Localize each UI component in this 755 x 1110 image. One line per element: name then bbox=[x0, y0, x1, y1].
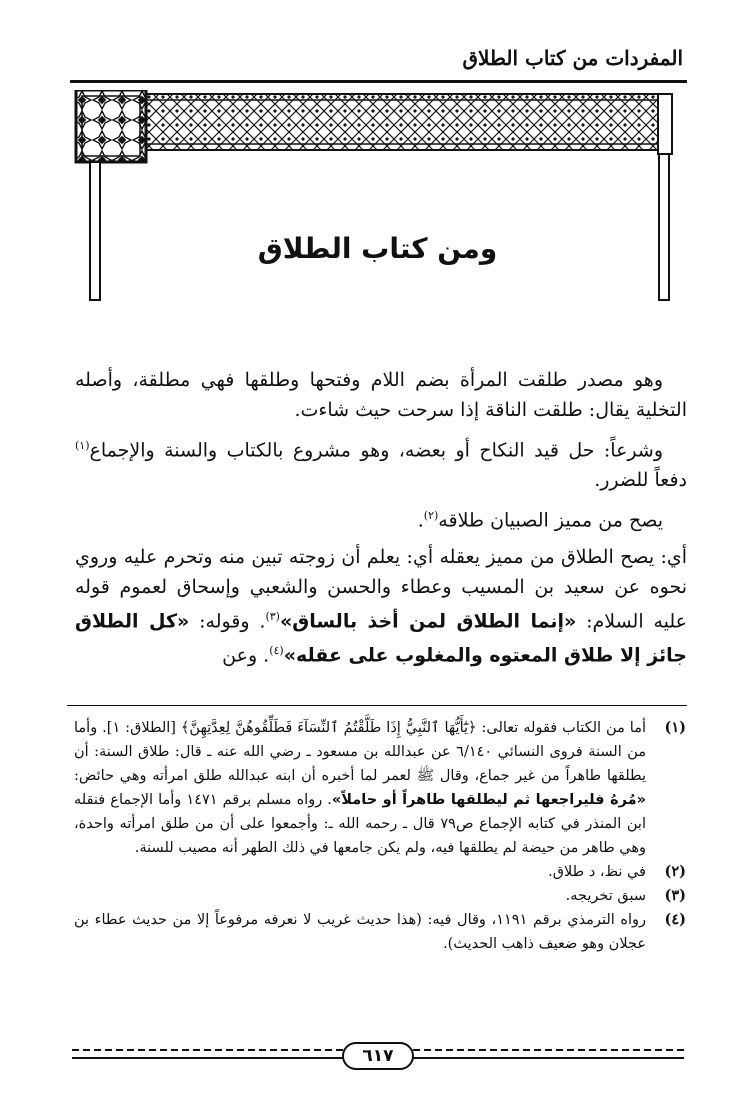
paragraph-text: أي: يصح الطلاق من مميز يعقله أي: يعلم أن زوجته تبين منه وتحرم عليه وروي نحوه عن سعيد بن المسيب وعطاء والحسن والشعبي وإسحاق لعموم قوله عليه السلام: bbox=[75, 545, 687, 632]
main-text bbox=[75, 365, 687, 676]
paragraph-text: دفعاً للضرر. bbox=[594, 469, 687, 492]
paragraph-text: . bbox=[417, 509, 424, 532]
paragraph-text: . وعن bbox=[222, 644, 270, 667]
footnote-item bbox=[74, 908, 686, 956]
footnote-ref[interactable]: (٢) bbox=[423, 509, 439, 523]
footnote-text: سبق تخريجه. bbox=[565, 888, 646, 904]
footnote-number: (٤) bbox=[664, 911, 686, 928]
paragraph-text: وهو مصدر طلقت المرأة بضم اللام وفتحها وطلقها فهي مطلقة، وأصله التخلية يقال: طلقت الناقة إذا سرحت حيث شاءت. bbox=[75, 369, 687, 421]
paragraph-text: يصح من مميز الصبيان طلاقه bbox=[438, 509, 663, 532]
footnote-ref[interactable]: (٤) bbox=[269, 643, 284, 657]
paragraph bbox=[75, 431, 687, 495]
header-rule bbox=[70, 80, 687, 83]
page-footer bbox=[72, 1040, 684, 1070]
running-header: المفردات من كتاب الطلاق bbox=[462, 46, 683, 70]
footnote-item bbox=[74, 716, 686, 860]
footnote-text: في نظ، د طلاق. bbox=[548, 864, 646, 880]
footnote-number: (١) bbox=[664, 719, 686, 736]
hadith-quote: «كل الطلاق جائز إلا طلاق المعتوه والمغلوب على عقله» bbox=[75, 609, 687, 667]
footnotes bbox=[74, 716, 686, 956]
footnote-item bbox=[74, 884, 686, 908]
footnote-text-part: . رواه مسلم برقم ١٤٧١ وأما الإجماع فنقله ابن المنذر في كتابه الإجماع ص٧٩ قال ـ رحمه الله ـ: وأجمعوا على أن من طلق امرأته واحدة، وهي طاهر من حيضة لم يطلقها فيه، ولم يكن جامعها في ذلك الطهر أنه مصيب للسنة. bbox=[74, 792, 646, 856]
chapter-title: ومن كتاب الطلاق bbox=[257, 232, 498, 265]
footnote-text-part: أما من الكتاب فقوله تعالى: ﴿يَٰٓأَيُّهَا ٱلنَّبِيُّ إِذَا طَلَّقْتُمُ ٱلنِّسَآءَ فَطَلِّقُوهُنَّ لِعِدَّتِهِنَّ﴾ [الطلاق: ١]. وأما من السنة فروى النسائي ٦/١٤٠ عن عبدالله بن مسعود ـ رضي الله عنه ـ قال: طلاق السنة: أن يطلقها طاهراً من غير جماع، وقال ﷺ لعمر لما أخبره أن ابنه عبدالله طلق امرأته وهي حائض: bbox=[74, 720, 647, 784]
footnote-ref[interactable]: (١) bbox=[75, 439, 90, 452]
page-number: ٦١٧ bbox=[342, 1042, 414, 1070]
footnote-separator bbox=[67, 705, 687, 706]
hadith-quote: «إنما الطلاق لمن أخذ بالساق» bbox=[279, 609, 577, 632]
hadith-quote: «مُرهُ فليراجعها ثم ليطلقها طاهراً أو حاملاً» bbox=[331, 792, 646, 808]
paragraph-text: وشرعاً: حل قيد النكاح أو بعضه، وهو مشروع بالكتاب والسنة والإجماع bbox=[89, 439, 663, 462]
paragraph bbox=[75, 365, 687, 425]
ornament-border-icon bbox=[72, 90, 680, 305]
paragraph-text: . وقوله: bbox=[189, 609, 266, 632]
paragraph bbox=[75, 542, 687, 671]
footnote-text: رواه الترمذي برقم ١١٩١، وقال فيه: (هذا حديث غريب لا نعرفه مرفوعاً إلا من حديث عطاء بن عجلان وهو ضعيف ذاهب الحديث). bbox=[74, 912, 647, 952]
footnote-ref[interactable]: (٣) bbox=[265, 609, 280, 623]
footnote-text bbox=[74, 716, 646, 860]
footnote-number: (٣) bbox=[664, 887, 686, 904]
paragraph bbox=[75, 501, 687, 535]
footnote-item bbox=[74, 860, 686, 884]
chapter-frame-ornament bbox=[72, 90, 680, 305]
footnote-number: (٢) bbox=[664, 863, 686, 880]
